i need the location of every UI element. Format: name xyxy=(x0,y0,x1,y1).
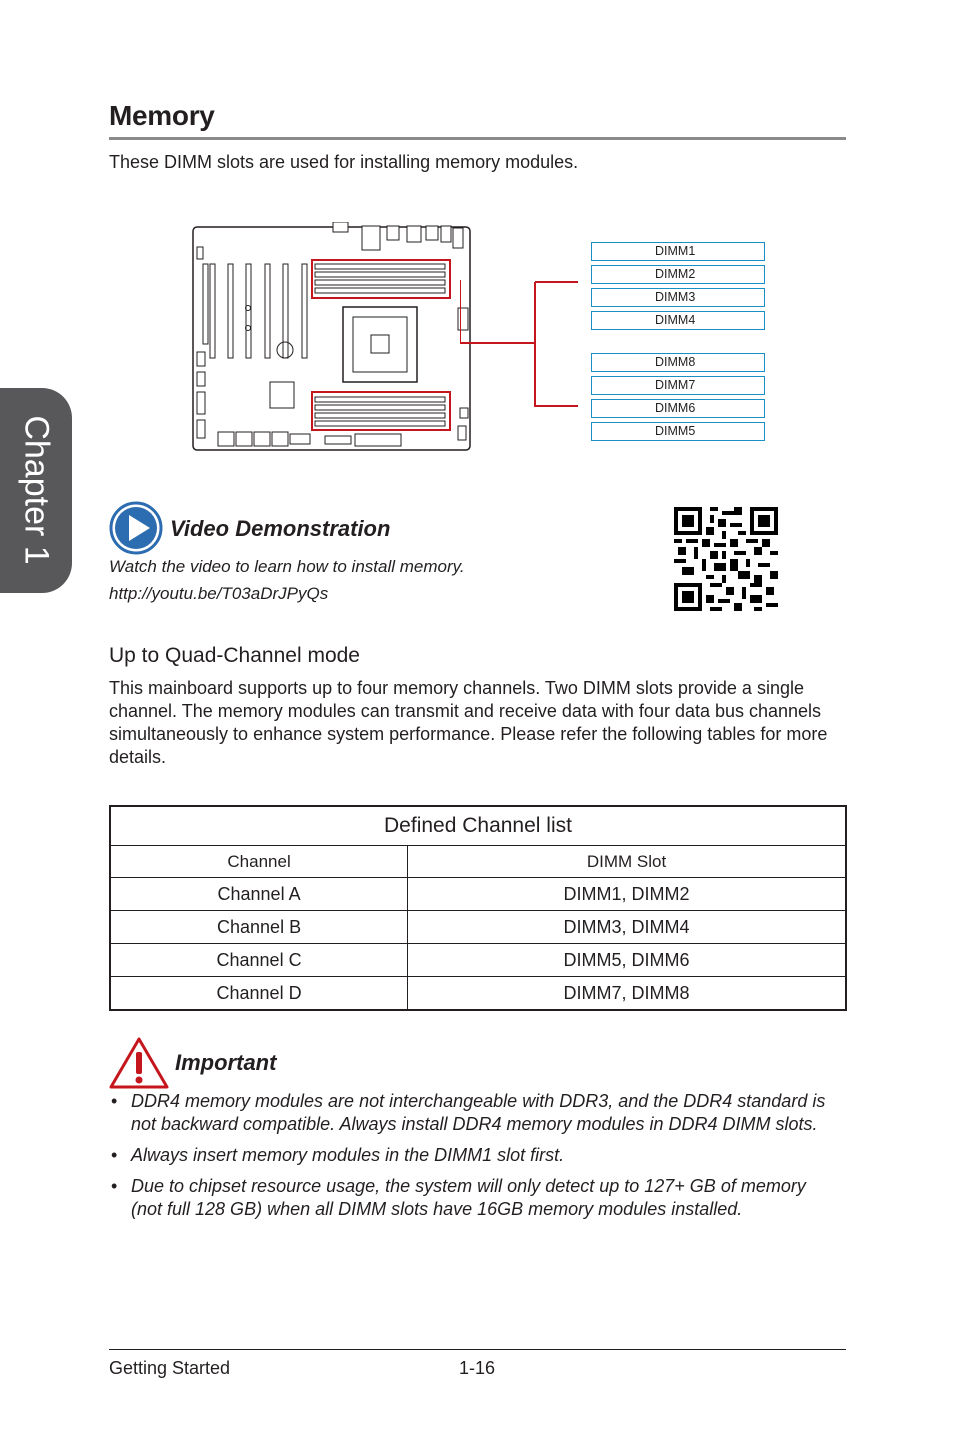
table-row xyxy=(110,878,846,911)
important-list xyxy=(109,1090,829,1229)
chapter-tab-label: Chapter 1 xyxy=(17,415,56,565)
table-header: Channel xyxy=(110,846,408,878)
table-cell: DIMM3, DIMM4 xyxy=(408,911,846,944)
quad-channel-heading: Up to Quad-Channel mode xyxy=(109,644,360,667)
bullet-text: DDR4 memory modules are not interchangeable with DDR3, and the DDR4 standard is not backward compatible. Always install DDR4 memory modules in DDR4 DIMM slots. xyxy=(131,1091,826,1134)
chapter-tab xyxy=(0,388,72,593)
footer-divider xyxy=(109,1349,846,1350)
page-number: 1-16 xyxy=(459,1358,496,1378)
video-url[interactable]: http://youtu.be/T03aDrJPyQs xyxy=(109,584,329,603)
table-cell: Channel D xyxy=(110,977,408,1011)
video-text: Watch the video to learn how to install memory. xyxy=(109,557,465,576)
list-item xyxy=(109,1175,829,1221)
bullet-text: Always insert memory modules in the DIMM1 slot first. xyxy=(131,1145,565,1165)
warning-icon xyxy=(108,1036,170,1090)
bullet-glyph: • xyxy=(111,1145,118,1165)
bullet-glyph: • xyxy=(111,1091,118,1111)
dimm-label: DIMM3 xyxy=(591,288,765,307)
table-cell: DIMM1, DIMM2 xyxy=(408,878,846,911)
dimm-label: DIMM1 xyxy=(591,242,765,261)
section-title: Memory xyxy=(109,100,215,131)
video-title: Video Demonstration xyxy=(170,516,391,541)
section-intro: These DIMM slots are used for installing memory modules. xyxy=(109,152,579,172)
bullet-text: Due to chipset resource usage, the system will only detect up to 127+ GB of memory (not full 128 GB) when all DIMM slots have 16GB memory modules installed. xyxy=(131,1176,806,1219)
qr-code[interactable] xyxy=(674,507,778,611)
dimm-label: DIMM6 xyxy=(591,399,765,418)
important-title: Important xyxy=(175,1050,277,1075)
dimm-label: DIMM2 xyxy=(591,265,765,284)
list-item xyxy=(109,1090,829,1136)
table-cell: DIMM5, DIMM6 xyxy=(408,944,846,977)
table-caption: Defined Channel list xyxy=(110,806,846,846)
table-row xyxy=(110,977,846,1011)
dimm-label: DIMM7 xyxy=(591,376,765,395)
bullet-glyph: • xyxy=(111,1176,118,1196)
table-cell: Channel C xyxy=(110,944,408,977)
quad-channel-body: This mainboard supports up to four memory channels. Two DIMM slots provide a single channel. The memory modules can transmit and receive data with four data bus channels simultaneously to enhance system performance. Please refer the following tables for more details. xyxy=(109,678,828,767)
footer-section-name: Getting Started xyxy=(109,1358,231,1378)
list-item xyxy=(109,1144,829,1167)
channel-table xyxy=(109,805,847,1011)
section-divider xyxy=(109,137,846,140)
table-row xyxy=(110,911,846,944)
dimm-label: DIMM4 xyxy=(591,311,765,330)
motherboard-diagram xyxy=(190,222,480,452)
table-cell: DIMM7, DIMM8 xyxy=(408,977,846,1011)
play-icon xyxy=(108,500,164,556)
callout-lines xyxy=(460,280,580,410)
table-cell: Channel A xyxy=(110,878,408,911)
dimm-label: DIMM8 xyxy=(591,353,765,372)
table-header: DIMM Slot xyxy=(408,846,846,878)
table-row xyxy=(110,944,846,977)
table-cell: Channel B xyxy=(110,911,408,944)
dimm-label: DIMM5 xyxy=(591,422,765,441)
